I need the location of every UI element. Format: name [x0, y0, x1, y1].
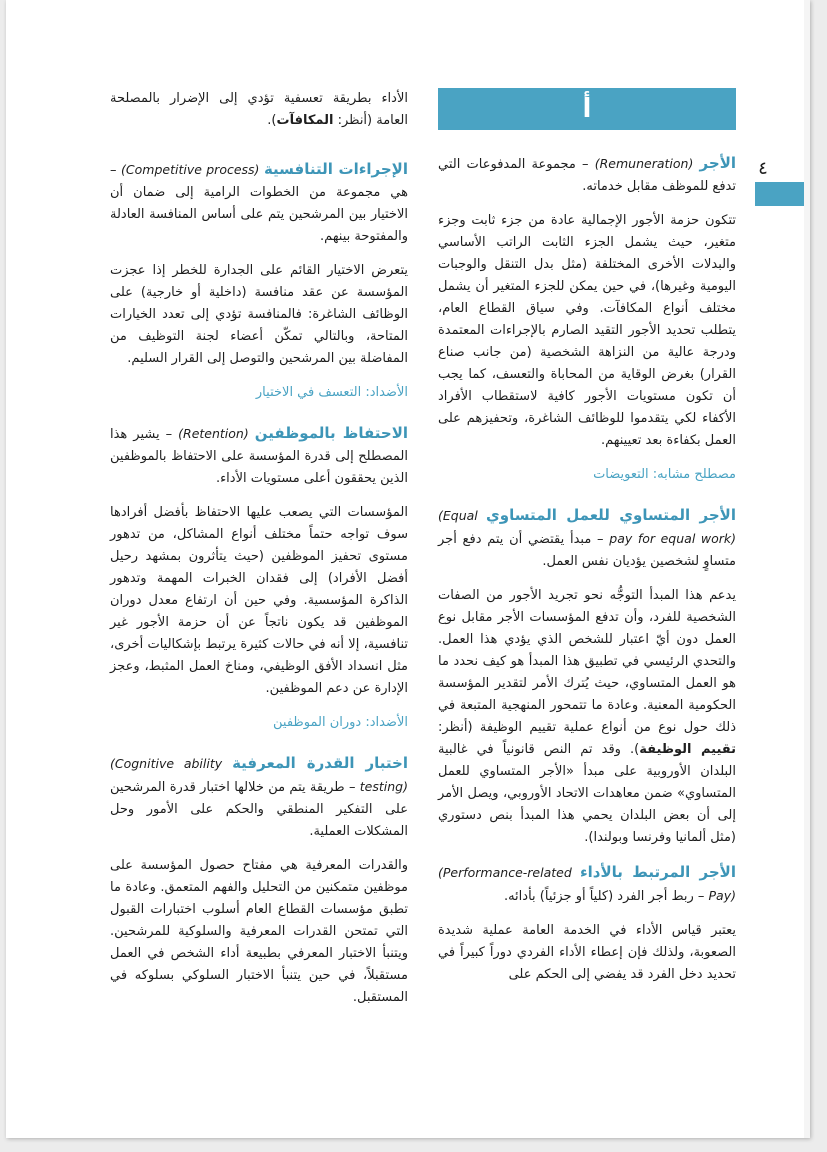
term-english: (Cognitive ability testing)	[110, 756, 408, 794]
page-number: ٤	[758, 158, 768, 179]
term-title: الأجر المرتبط بالأداء	[580, 863, 736, 881]
term-english: (Competitive process)	[121, 162, 260, 177]
entry-competitive-process	[110, 158, 408, 248]
term-title: الإجراءات التنافسية	[263, 160, 408, 178]
letter-header: أ	[438, 88, 736, 130]
cross-reference[interactable]: المكافآت	[276, 113, 334, 128]
similar-term: مصطلح مشابه: التعويضات	[593, 467, 736, 482]
term-english: (Retention)	[178, 426, 249, 441]
text-run: يدعم هذا المبدأ التوجُّه نحو تجريد الأجور من الصفات الشخصية للفرد، وأن تدفع المؤسسات الأجر مقابل نوع العمل دون أيّ اعتبار للشخص الذي يؤدي هذا العمل. والتحدي الرئيسي في تطبيق هذا المبدأ هو كيف نحدد ما هو العمل المتساوي، حيث يُترك الأمر لتقدير المؤسسة الحكومية المعنية. وعادة ما تتمحور المنهجية المتبعة في ذلك حول نوع من أنواع عملية تقييم الوظيفة (أنظر:	[438, 588, 736, 735]
paragraph: تتكون حزمة الأجور الإجمالية عادة من جزء ثابت وجزء متغير، حيث يشمل الجزء الثابت الراتب الأساسي والبدلات الأخرى المختلفة (مثل بدل التنقل والوجبات اليومية وغيرها)، في حين يمكن للجزء المتغير أن يشمل مختلف أنواع المكافآت. وفي سياق القطاع العام، يتطلب تحديد الأجور التقيد الصارم بالإجراءات المعتمدة ودرجة عالية من النزاهة الشخصية (من جانب صناع القرار) بغرض الوقاية من المحاباة والتعسف، كما يجب أن تكون مستويات الأجور كافية لاستقطاب الأفراد الأكفاء لكي يتقدموا للوظائف الشاغرة، وتحفيزهم على العمل بكفاءة بعد تعيينهم.	[438, 213, 736, 448]
term-definition: – مبدأ يقتضي أن يتم دفع أجر متساوٍ لشخصين يؤديان نفس العمل.	[438, 532, 736, 569]
left-column	[110, 88, 408, 1021]
entry-equal-pay	[438, 504, 736, 573]
text-run: ).	[267, 113, 277, 128]
paragraph: والقدرات المعرفية هي مفتاح حصول المؤسسة على موظفين متمكنين من التحليل والفهم المتعمق. وعادة ما تطبق مؤسسات القطاع العام أسلوب اختبارات القبول التي تمتحن القدرات المعرفية والسلوكية للمرشحين. ويتنبأ الاختبار المعرفي بطبيعة أداء الشخص في العمل مستقبلاً، في حين يتنبأ الاختبار السلوكي بسلوكه في المستقبل.	[110, 858, 408, 1005]
paragraph	[110, 88, 408, 132]
antonym-term: الأضداد: التعسف في الاختيار	[255, 385, 408, 400]
paragraph: المؤسسات التي يصعب عليها الاحتفاظ بأفضل أفرادها سوف تواجه حتماً مختلف أنواع المشاكل، من تدهور مستوى تحفيز الموظفين (حيث يتأثرون بمشهد رحيل أفضل الأفراد) إلى فقدان الخبرات المهمة وتدهور الذاكرة المؤسسية. وفي حين أن ارتفاع معدل دوران الموظفين قد يكون ناتجاً عن أن حزمة الأجور غير تنافسية، إلا أنه في حالات كثيرة يرتبط بإشكاليات أخرى، مثل انسداد الأفق الوظيفي، ومناخ العمل المثبط، وعجز الإدارة عن دعم الموظفين.	[110, 505, 408, 696]
document-page	[6, 0, 810, 1138]
entry-remuneration	[438, 152, 736, 198]
section-tab-marker	[755, 182, 810, 206]
term-title: اختبار القدرة المعرفية	[232, 754, 408, 772]
text-run: ). وقد تم النص قانونياً في غالبية البلدان الأوروبية على مبدأ «الأجر المتساوي للعمل المتساوي» ضمن معاهدات الاتحاد الأوروبي، ويصل الأمر إلى أن بعض البلدان يحمي هذا المبدأ بنص دستوري (مثل ألمانيا وفرنسا وبولندا).	[438, 742, 736, 845]
term-definition: – يشير هذا المصطلح إلى قدرة المؤسسة على الاحتفاظ بالموظفين الذين يحققون أعلى مستويات الأداء.	[110, 427, 408, 486]
cross-reference[interactable]: تقييم الوظيفة	[639, 742, 736, 757]
page-edge	[804, 0, 810, 1138]
term-definition: – ربط أجر الفرد (كلياً أو جزئياً) بأدائه.	[503, 889, 705, 904]
paragraph: يتعرض الاختيار القائم على الجدارة للخطر إذا عجزت المؤسسة عن عقد منافسة (داخلية أو خارجية) على الوظائف الشاغرة: فالمنافسة تؤدي إلى تعدد الخيارات المتاحة، وبالتالي تمكّن أعضاء لجنة التوظيف من المفاضلة بين المرشحين والتوصل إلى القرار السليم.	[110, 263, 408, 366]
entry-retention	[110, 422, 408, 490]
term-definition: – هي مجموعة من الخطوات الرامية إلى ضمان أن الاختيار بين المرشحين يتم على أساس المنافسة العادلة والمفتوحة بينهم.	[110, 163, 408, 244]
term-english: (Performance-related Pay)	[438, 865, 736, 903]
right-column	[438, 88, 736, 998]
term-title: الأجر المتساوي للعمل المتساوي	[486, 506, 736, 524]
term-english: (Remuneration)	[594, 156, 694, 171]
term-definition: – طريقة يتم من خلالها اختبار قدرة المرشحين على التفكير المنطقي والحكم على الأمور وحل المشكلات العملية.	[110, 780, 408, 839]
entry-cognitive-testing	[110, 752, 408, 843]
entry-performance-pay	[438, 861, 736, 908]
term-english: (Equal pay for equal work)	[438, 508, 736, 546]
term-definition: – مجموعة المدفوعات التي تدفع للموظف مقابل خدماته.	[438, 157, 736, 194]
paragraph	[438, 585, 736, 849]
paragraph: يعتبر قياس الأداء في الخدمة العامة عملية شديدة الصعوبة، ولذلك فإن إعطاء الأداء الفردي دوراً كبيراً في تحديد دخل الفرد قد يفضي إلى الحكم على	[438, 923, 736, 982]
term-title: الأجر	[699, 154, 736, 172]
antonym-term: الأضداد: دوران الموظفين	[273, 715, 408, 730]
term-title: الاحتفاظ بالموظفين	[254, 424, 408, 442]
text-run: الأداء بطريقة تعسفية تؤدي إلى الإضرار بالمصلحة العامة (أنظر:	[110, 91, 408, 128]
